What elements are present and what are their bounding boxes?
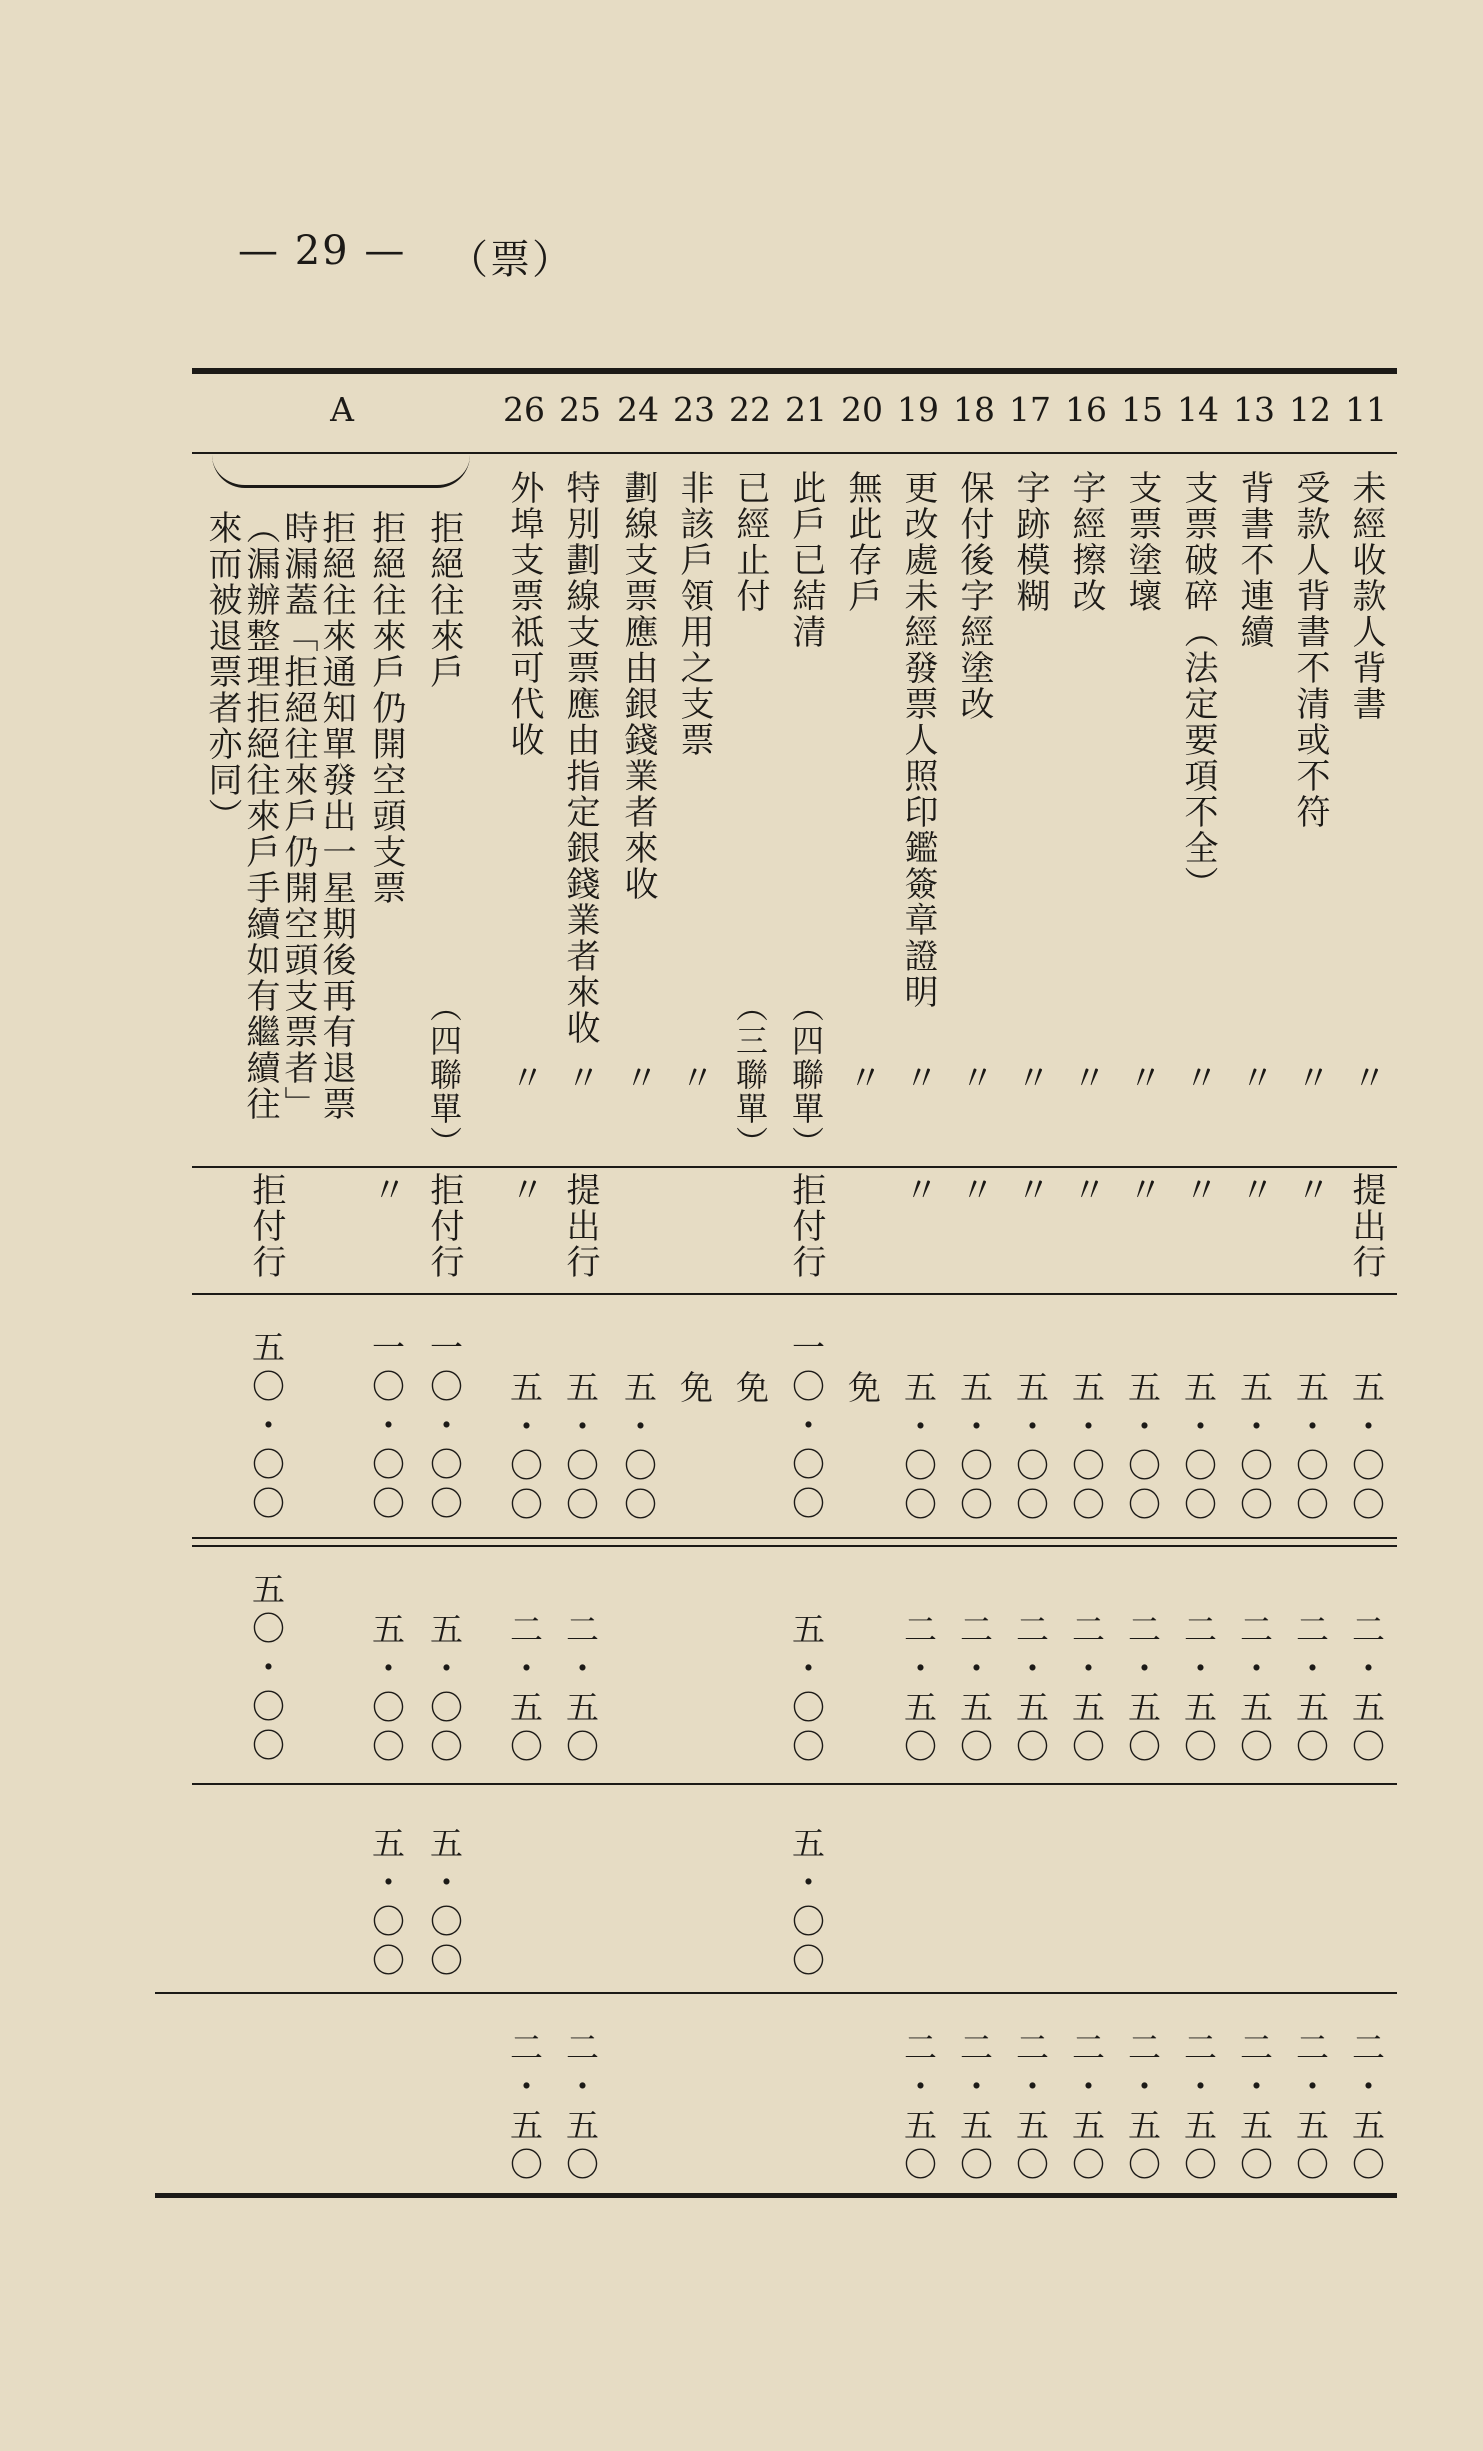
fee2-15: 二・五〇 bbox=[1123, 1612, 1162, 1768]
reason-20: 無此存戶 bbox=[842, 470, 882, 614]
handling-18: 〃 bbox=[954, 1172, 994, 1208]
fee2-14: 二・五〇 bbox=[1179, 1612, 1218, 1768]
fee2-12: 二・五〇 bbox=[1291, 1612, 1330, 1768]
reason-row-rule bbox=[192, 1166, 1397, 1168]
fee1-23: 免 bbox=[675, 1370, 714, 1409]
handling-26: 〃 bbox=[504, 1172, 544, 1208]
reason-21: 此戶已結清 bbox=[786, 470, 826, 650]
reason-12: 受款人背書不清或不符 bbox=[1290, 470, 1330, 830]
reason-21-note: （四聯單） bbox=[787, 990, 825, 1160]
fee4-14: 二・五〇 bbox=[1179, 2030, 1218, 2186]
section-label: （票） bbox=[448, 237, 574, 283]
column-header-18: 18 bbox=[953, 390, 995, 429]
fee2-25: 二・五〇 bbox=[561, 1612, 600, 1768]
fee4-26: 二・五〇 bbox=[505, 2030, 544, 2186]
reason-14: 支票破碎（法定要項不全） bbox=[1178, 470, 1218, 902]
reason-19-ditto: 〃 bbox=[898, 1060, 938, 1096]
column-header-11: 11 bbox=[1345, 390, 1387, 429]
reason-24-ditto: 〃 bbox=[618, 1060, 658, 1096]
reason-18-ditto: 〃 bbox=[954, 1060, 994, 1096]
fee1-26: 五・〇〇 bbox=[505, 1370, 544, 1526]
reason-23-ditto: 〃 bbox=[674, 1060, 714, 1096]
fee2-a3: 五〇・〇〇 bbox=[247, 1572, 286, 1767]
reason-13-ditto: 〃 bbox=[1234, 1060, 1274, 1096]
header-row-rule bbox=[192, 452, 1397, 454]
fee2-21: 五・〇〇 bbox=[787, 1612, 826, 1768]
table-bottom-rule bbox=[155, 2193, 1397, 2198]
handling-row-rule bbox=[192, 1293, 1397, 1295]
reason-15-ditto: 〃 bbox=[1122, 1060, 1162, 1096]
group-a-brace bbox=[212, 455, 470, 488]
reason-11: 未經收款人背書 bbox=[1346, 470, 1386, 722]
fee2-16: 二・五〇 bbox=[1067, 1612, 1106, 1768]
fee1-21: 一〇・〇〇 bbox=[787, 1330, 826, 1525]
fee1-15: 五・〇〇 bbox=[1123, 1370, 1162, 1526]
fee4-15: 二・五〇 bbox=[1123, 2030, 1162, 2186]
reason-a3-line2: 時漏蓋「拒絕往來戶仍開空頭支票者」 bbox=[278, 510, 318, 1122]
fee1-20: 免 bbox=[843, 1370, 882, 1409]
fee1-12: 五・〇〇 bbox=[1291, 1370, 1330, 1526]
column-header-22: 22 bbox=[729, 390, 771, 429]
fee1-a3: 五〇・〇〇 bbox=[247, 1330, 286, 1525]
fee1-22: 免 bbox=[731, 1370, 770, 1409]
fee3-21: 五・〇〇 bbox=[787, 1826, 826, 1982]
fee2-17: 二・五〇 bbox=[1011, 1612, 1050, 1768]
fee4-17: 二・五〇 bbox=[1011, 2030, 1050, 2186]
handling-21: 拒付行 bbox=[786, 1172, 826, 1280]
handling-19: 〃 bbox=[898, 1172, 938, 1208]
fee2-18: 二・五〇 bbox=[955, 1612, 994, 1768]
fee1-16: 五・〇〇 bbox=[1067, 1370, 1106, 1526]
reason-11-ditto: 〃 bbox=[1346, 1060, 1386, 1096]
column-header-21: 21 bbox=[785, 390, 827, 429]
reason-25: 特別劃線支票應由指定銀錢業者來收 bbox=[560, 470, 600, 1046]
fee2-26: 二・五〇 bbox=[505, 1612, 544, 1768]
fee1-19: 五・〇〇 bbox=[899, 1370, 938, 1526]
handling-a1: 拒付行 bbox=[424, 1172, 464, 1280]
column-header-17: 17 bbox=[1009, 390, 1051, 429]
column-header-23: 23 bbox=[673, 390, 715, 429]
handling-13: 〃 bbox=[1234, 1172, 1274, 1208]
page-number: — 29 — bbox=[238, 228, 407, 274]
reason-a3: 拒絕往來通知單發出一星期後再有退票 bbox=[316, 510, 356, 1122]
column-header-13: 13 bbox=[1233, 390, 1275, 429]
reason-14-ditto: 〃 bbox=[1178, 1060, 1218, 1096]
column-header-25: 25 bbox=[559, 390, 601, 429]
fee3-a1: 五・〇〇 bbox=[425, 1826, 464, 1982]
fee1-13: 五・〇〇 bbox=[1235, 1370, 1274, 1526]
column-header-19: 19 bbox=[897, 390, 939, 429]
reason-25-ditto: 〃 bbox=[560, 1060, 600, 1096]
reason-a1-note: （四聯單） bbox=[425, 990, 463, 1160]
column-header-26: 26 bbox=[503, 390, 545, 429]
handling-a3: 拒付行 bbox=[246, 1172, 286, 1280]
table-top-rule bbox=[192, 368, 1397, 374]
fee3-a2: 五・〇〇 bbox=[367, 1826, 406, 1982]
fee1-11: 五・〇〇 bbox=[1347, 1370, 1386, 1526]
fee2-11: 二・五〇 bbox=[1347, 1612, 1386, 1768]
reason-13: 背書不連續 bbox=[1234, 470, 1274, 650]
handling-16: 〃 bbox=[1066, 1172, 1106, 1208]
fee4-11: 二・五〇 bbox=[1347, 2030, 1386, 2186]
reason-24: 劃線支票應由銀錢業者來收 bbox=[618, 470, 658, 902]
reason-26: 外埠支票祗可代收 bbox=[504, 470, 544, 758]
fee4-19: 二・五〇 bbox=[899, 2030, 938, 2186]
reason-a1: 拒絕往來戶 bbox=[424, 510, 464, 690]
handling-12: 〃 bbox=[1290, 1172, 1330, 1208]
fee2-row-rule bbox=[192, 1783, 1397, 1785]
column-header-12: 12 bbox=[1289, 390, 1331, 429]
column-header-15: 15 bbox=[1121, 390, 1163, 429]
fee1-14: 五・〇〇 bbox=[1179, 1370, 1218, 1526]
reason-a3-line3: （漏辦整理拒絕往來戶手續如有繼續往 bbox=[240, 510, 280, 1122]
reason-17-ditto: 〃 bbox=[1010, 1060, 1050, 1096]
handling-11: 提出行 bbox=[1346, 1172, 1386, 1280]
fee1-17: 五・〇〇 bbox=[1011, 1370, 1050, 1526]
fee1-25: 五・〇〇 bbox=[561, 1370, 600, 1526]
fee3-row-rule bbox=[155, 1992, 1397, 1994]
reason-a2: 拒絕往來戶仍開空頭支票 bbox=[366, 510, 406, 906]
handling-25: 提出行 bbox=[560, 1172, 600, 1280]
reason-22-note: （三聯單） bbox=[731, 990, 769, 1160]
reason-17: 字跡模糊 bbox=[1010, 470, 1050, 614]
column-header-14: 14 bbox=[1177, 390, 1219, 429]
reason-15: 支票塗壞 bbox=[1122, 470, 1162, 614]
reason-23: 非該戶領用之支票 bbox=[674, 470, 714, 758]
fee2-a1: 五・〇〇 bbox=[425, 1612, 464, 1768]
column-header-24: 24 bbox=[617, 390, 659, 429]
handling-a2: 〃 bbox=[366, 1172, 406, 1208]
column-header-20: 20 bbox=[841, 390, 883, 429]
handling-17: 〃 bbox=[1010, 1172, 1050, 1208]
handling-14: 〃 bbox=[1178, 1172, 1218, 1208]
fee1-row-rule bbox=[192, 1537, 1397, 1539]
fee1-24: 五・〇〇 bbox=[619, 1370, 658, 1526]
reason-12-ditto: 〃 bbox=[1290, 1060, 1330, 1096]
reason-a3-line4: 來而被退票者亦同） bbox=[202, 510, 242, 834]
column-header-16: 16 bbox=[1065, 390, 1107, 429]
fee2-13: 二・五〇 bbox=[1235, 1612, 1274, 1768]
reason-16-ditto: 〃 bbox=[1066, 1060, 1106, 1096]
column-header-a: A bbox=[330, 390, 354, 429]
fee1-a2: 一〇・〇〇 bbox=[367, 1330, 406, 1525]
reason-16: 字經擦改 bbox=[1066, 470, 1106, 614]
fee4-12: 二・五〇 bbox=[1291, 2030, 1330, 2186]
reason-20-ditto: 〃 bbox=[842, 1060, 882, 1096]
fee4-25: 二・五〇 bbox=[561, 2030, 600, 2186]
handling-15: 〃 bbox=[1122, 1172, 1162, 1208]
fee1-row-rule-double bbox=[192, 1545, 1397, 1547]
fee1-a1: 一〇・〇〇 bbox=[425, 1330, 464, 1525]
fee1-18: 五・〇〇 bbox=[955, 1370, 994, 1526]
fee2-a2: 五・〇〇 bbox=[367, 1612, 406, 1768]
fee4-13: 二・五〇 bbox=[1235, 2030, 1274, 2186]
reason-26-ditto: 〃 bbox=[504, 1060, 544, 1096]
reason-22: 已經止付 bbox=[730, 470, 770, 614]
reason-18: 保付後字經塗改 bbox=[954, 470, 994, 722]
reason-19: 更改處未經發票人照印鑑簽章證明 bbox=[898, 470, 938, 1010]
fee4-18: 二・五〇 bbox=[955, 2030, 994, 2186]
fee2-19: 二・五〇 bbox=[899, 1612, 938, 1768]
fee4-16: 二・五〇 bbox=[1067, 2030, 1106, 2186]
